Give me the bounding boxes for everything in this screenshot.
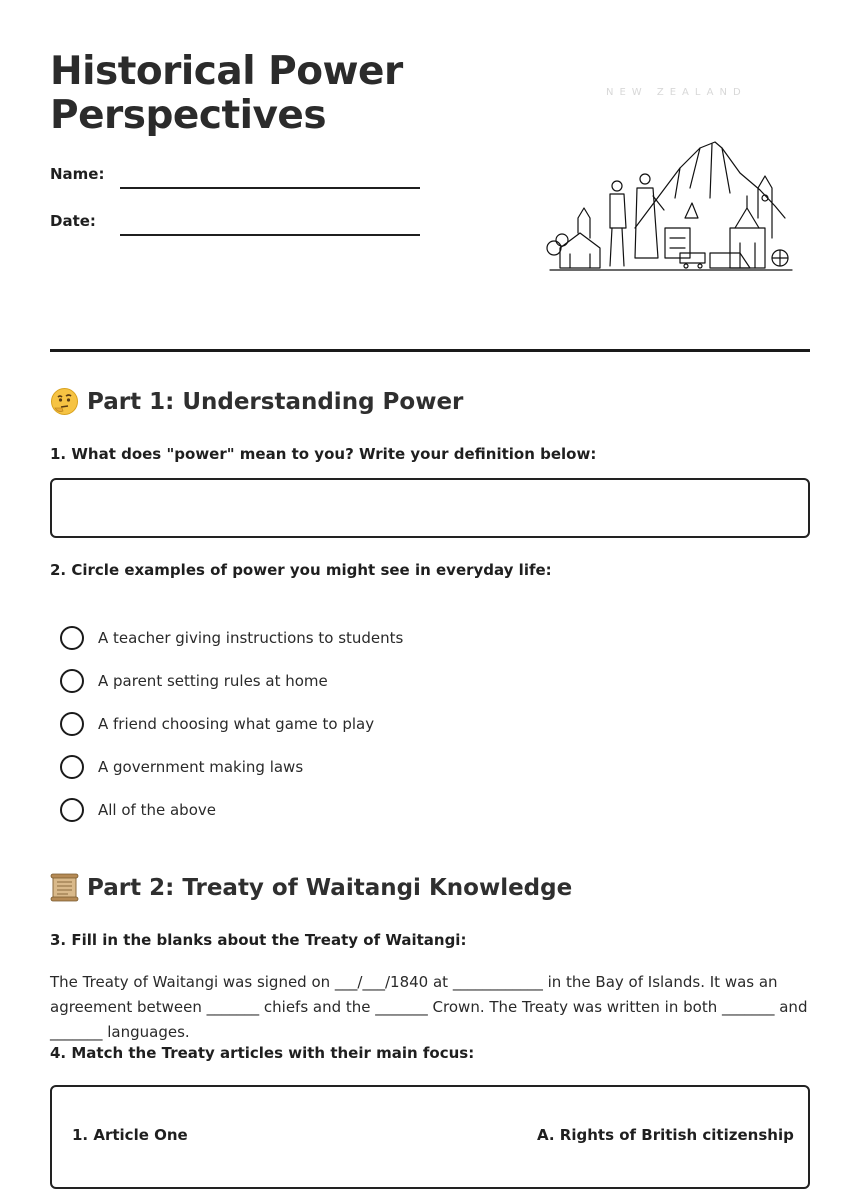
section-divider bbox=[50, 349, 810, 352]
option-item[interactable] bbox=[60, 798, 216, 822]
definition-answer-box[interactable] bbox=[50, 478, 810, 538]
part2-heading-text: Part 2: Treaty of Waitangi Knowledge bbox=[87, 874, 573, 901]
option-label: All of the above bbox=[98, 801, 216, 819]
match-item-left: 1. Article One bbox=[72, 1126, 188, 1144]
question-4: 4. Match the Treaty articles with their main focus: bbox=[50, 1044, 475, 1062]
option-circle[interactable] bbox=[60, 798, 84, 822]
part1-heading bbox=[50, 387, 463, 416]
name-field[interactable] bbox=[120, 187, 420, 189]
thinking-face-icon bbox=[50, 387, 79, 416]
option-label: A teacher giving instructions to students bbox=[98, 629, 404, 647]
question-1: 1. What does "power" mean to you? Write your definition below: bbox=[50, 445, 597, 463]
name-label: Name: bbox=[50, 165, 105, 183]
scroll-icon bbox=[50, 873, 79, 902]
illustration-caption: NEW ZEALAND bbox=[606, 87, 747, 98]
part2-heading bbox=[50, 873, 572, 902]
match-item-right: A. Rights of British citizenship bbox=[537, 1126, 794, 1144]
option-circle[interactable] bbox=[60, 626, 84, 650]
option-circle[interactable] bbox=[60, 669, 84, 693]
date-field[interactable] bbox=[120, 234, 420, 236]
option-item[interactable] bbox=[60, 712, 374, 736]
question-3: 3. Fill in the blanks about the Treaty of Waitangi: bbox=[50, 931, 467, 949]
option-item[interactable] bbox=[60, 755, 303, 779]
question-2: 2. Circle examples of power you might see in everyday life: bbox=[50, 561, 552, 579]
option-circle[interactable] bbox=[60, 712, 84, 736]
date-label: Date: bbox=[50, 212, 96, 230]
option-label: A parent setting rules at home bbox=[98, 672, 328, 690]
worksheet-title: Historical Power Perspectives bbox=[50, 49, 403, 138]
option-circle[interactable] bbox=[60, 755, 84, 779]
part1-heading-text: Part 1: Understanding Power bbox=[87, 388, 464, 415]
fill-in-paragraph: The Treaty of Waitangi was signed on ___/___/1840 at ____________ in the Bay of Islands. It was an agreement between _______ chiefs and the _______ Crown. The Treaty was written in both _______ and _______ languages. bbox=[50, 973, 808, 1041]
option-item[interactable] bbox=[60, 669, 328, 693]
option-label: A friend choosing what game to play bbox=[98, 715, 375, 733]
new-zealand-illustration bbox=[540, 78, 800, 278]
option-label: A government making laws bbox=[98, 758, 304, 776]
option-item[interactable] bbox=[60, 626, 403, 650]
